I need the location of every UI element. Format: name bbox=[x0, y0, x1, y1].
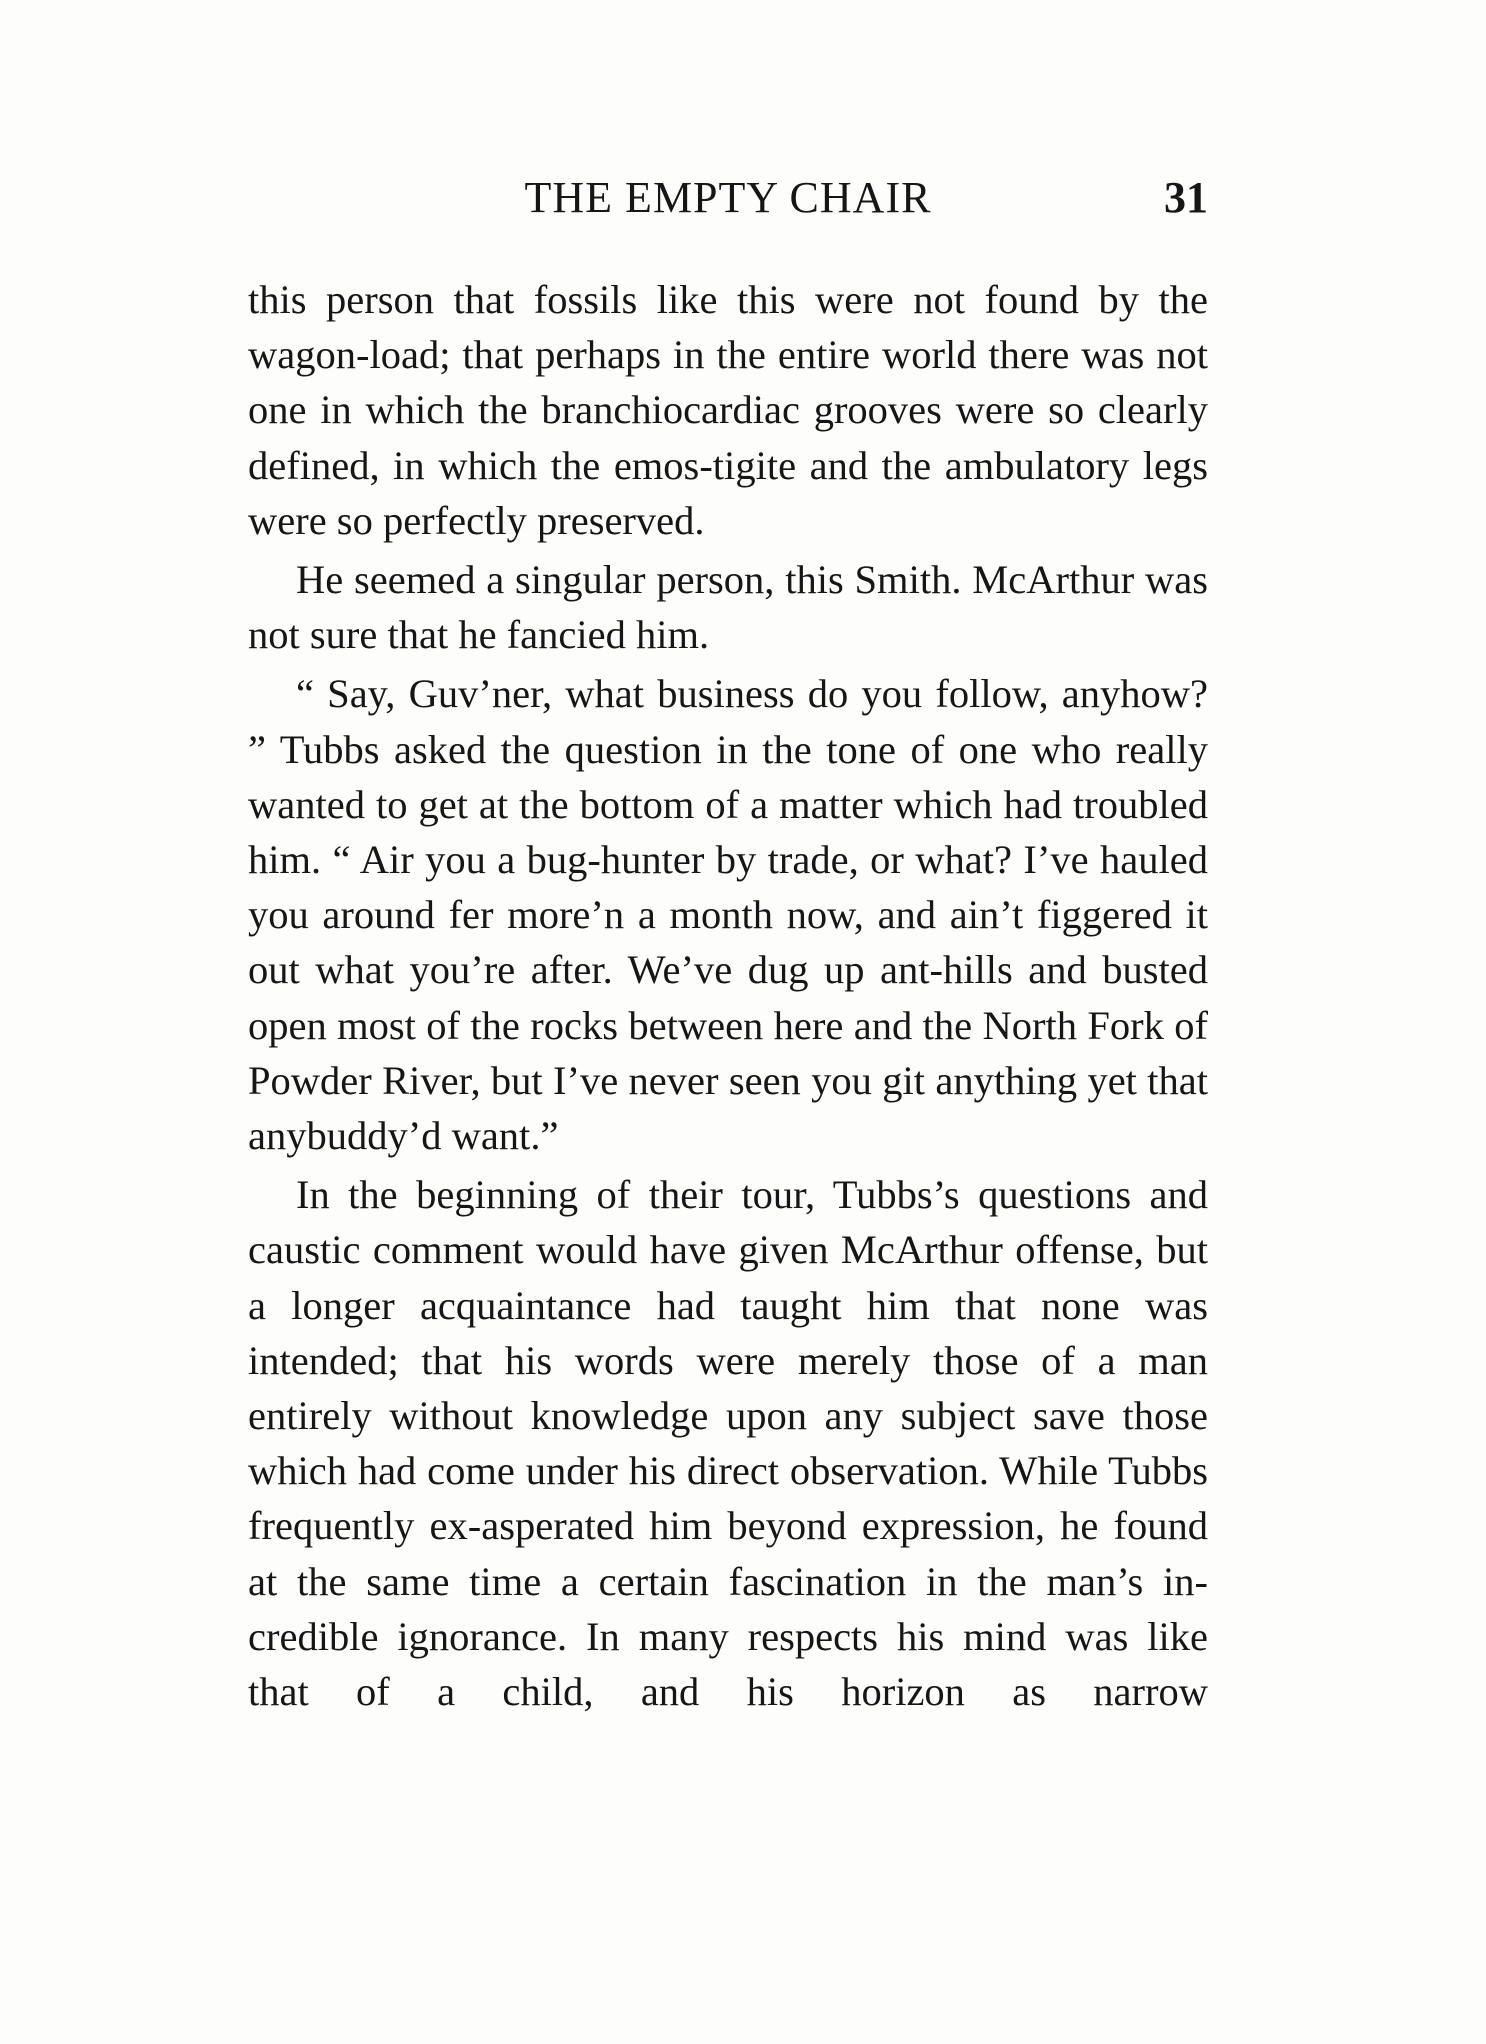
running-title: THE EMPTY CHAIR bbox=[524, 173, 932, 222]
paragraph: In the beginning of their tour, Tubbs’s questions and caustic comment would have given McArthur offense, but a longer acquaintance had taught him that none was intended; that his words were merely those of a man entirely without knowledge upon any subject save those which had come under his direct observation. While Tubbs frequently ex-asperated him beyond expression, he found at the same time a certain fascination in the man’s in-credible ignorance. In many respects his mind was like that of a child, and his horizon as narrow bbox=[248, 1172, 1208, 1715]
body-text bbox=[248, 272, 1208, 1719]
paragraph: He seemed a singular person, this Smith. McArthur was not sure that he fancied him. bbox=[248, 557, 1208, 658]
page-header bbox=[248, 168, 1208, 228]
paragraph: “ Say, Guv’ner, what business do you follow, anyhow? ” Tubbs asked the question in the tone of one who really wanted to get at the bottom of a matter which had troubled him. “ Air you a bug-hunter by trade, or what? I’ve hauled you around fer more’n a month now, and ain’t figgered it out what you’re after. We’ve dug up ant-hills and busted open most of the rocks between here and the North Fork of Powder River, but I’ve never seen you git anything yet that anybuddy’d want.” bbox=[248, 671, 1208, 1159]
paragraph-continued: this person that fossils like this were not found by the wagon-load; that perhaps in the entire world there was not one in which the branchiocardiac grooves were so clearly defined, in which the emos-tigite and the ambulatory legs were so perfectly preserved. bbox=[248, 277, 1208, 543]
page-number: 31 bbox=[1164, 173, 1208, 222]
